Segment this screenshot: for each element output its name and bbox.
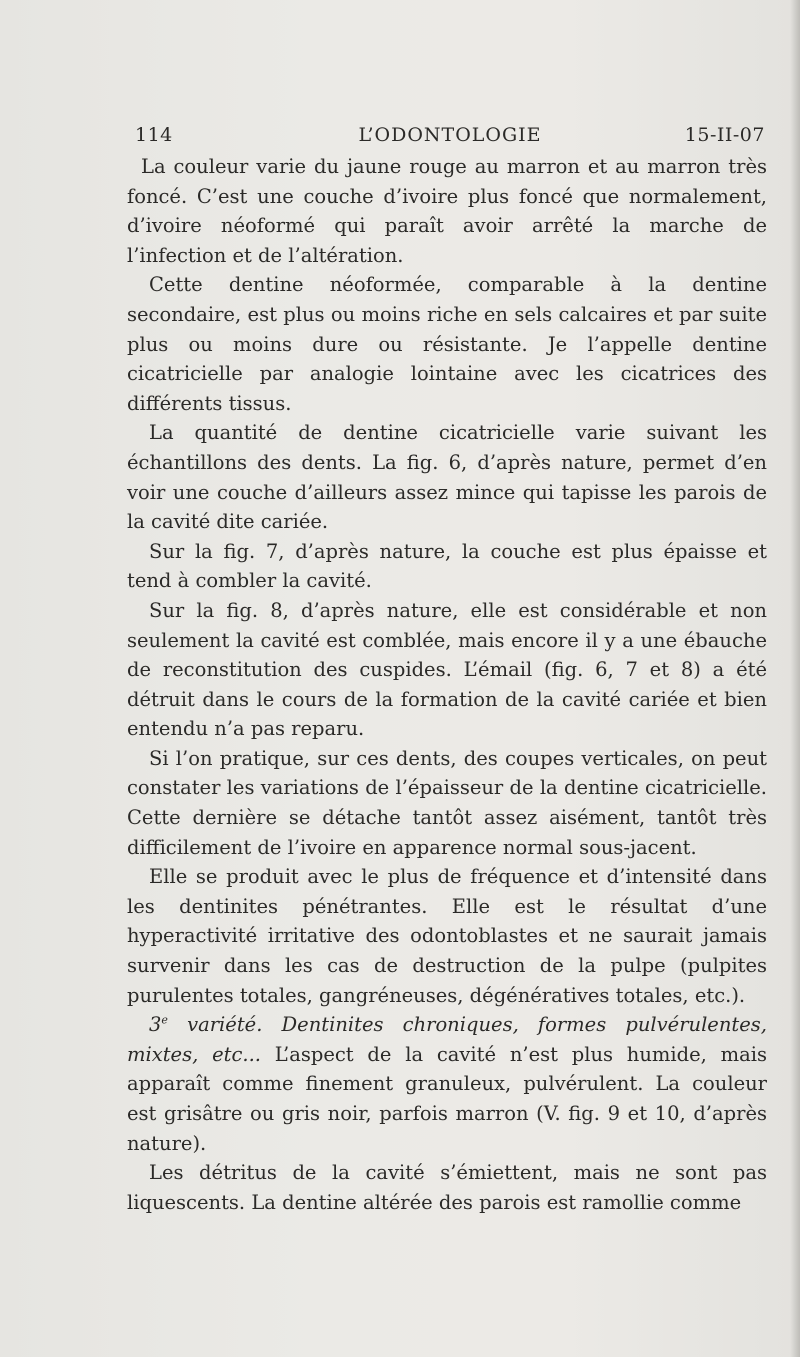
variety-superscript: e — [161, 1013, 168, 1027]
article-body — [127, 152, 767, 1217]
paragraph: Sur la fig. 7, d’après nature, la couche est plus épaisse et tend à combler la cavité. — [127, 539, 767, 593]
paragraph: La quantité de dentine cicatricielle varie suivant les échantillons des dents. La fig. 6, d’après nature, permet d’en voir une couche d’ailleurs assez mince qui tapisse les parois de la cavité dite cariée. — [127, 421, 767, 534]
running-title: L’ODONTOLOGIE — [358, 124, 542, 146]
page-header — [135, 124, 765, 150]
variety-heading: variété. Dentinites chroniques, formes pulvérulentes, mixtes, etc... — [127, 1013, 767, 1066]
paragraph: Les détritus de la cavité s’émiettent, mais ne sont pas liquescents. La dentine altérée des parois est ramollie comme — [127, 1161, 767, 1214]
variety-paragraph — [127, 1010, 767, 1158]
issue-date: 15-II-07 — [684, 124, 765, 146]
paragraph: Sur la fig. 8, d’après nature, elle est considérable et non seulement la cavité est comblée, mais encore il y a une ébauche de reconstitution des cuspides. L’émail (fig. 6, 7 et 8) a été détruit dans le cours de la formation de la cavité cariée et bien entendu n’a pas reparu. — [127, 598, 767, 741]
variety-number: 3 — [149, 1013, 162, 1037]
paragraph: Si l’on pratique, sur ces dents, des coupes verticales, on peut constater les variations de l’épaisseur de la dentine cicatricielle. Cette dernière se détache tantôt assez aisément, tantôt très difficilement de l’ivoire en apparence normal sous-jacent. — [127, 746, 767, 859]
paragraph: Cette dentine néoformée, comparable à la dentine secondaire, est plus ou moins riche en sels calcaires et par suite plus ou moins dure ou résistante. Je l’appelle dentine cicatricielle par analogie lointaine avec les cicatrices des différents tissus. — [127, 273, 767, 415]
paragraph: La couleur varie du jaune rouge au marron et au marron très foncé. C’est une couche d’ivoire plus foncé que normalement, d’ivoire néoformé qui paraît avoir arrêté la marche de l’infection et de l’altération. — [127, 155, 767, 267]
page-number: 114 — [135, 124, 173, 146]
paragraph: Elle se produit avec le plus de fréquence et d’intensité dans les dentinites pénétrantes. Elle est le résultat d’une hyperactivité irritative des odontoblastes et ne saurait jamais survenir dans les cas de destruction de la pulpe (pulpites purulentes totales, gangréneuses, dégénératives totales, etc.). — [127, 865, 767, 1007]
variety-text: L’aspect de la cavité n’est plus humide, mais apparaît comme finement granuleux, pulvérulent. La couleur est grisâtre ou gris noir, parfois marron (V. fig. 9 et 10, d’après nature). — [127, 1042, 767, 1155]
page-edge-shadow — [790, 0, 800, 1357]
